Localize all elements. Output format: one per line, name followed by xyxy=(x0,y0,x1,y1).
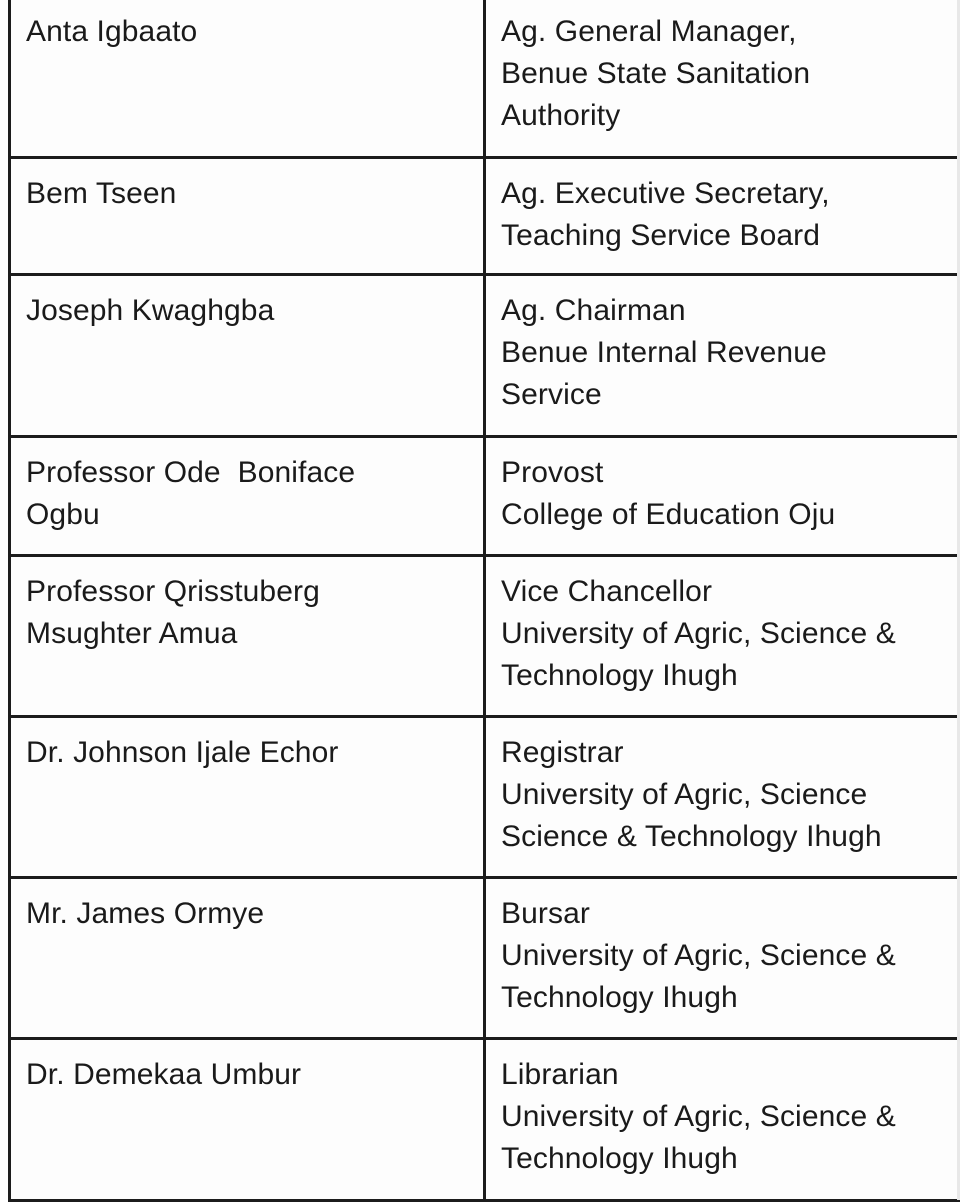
table-row xyxy=(10,717,960,878)
role-line: Provost xyxy=(501,456,604,489)
role-line: Vice Chancellor xyxy=(501,575,713,608)
role-line: Ag. Chairman xyxy=(501,294,686,327)
role-line: University of Agric, Science & xyxy=(501,617,896,650)
cell-text xyxy=(11,438,483,536)
role-line: Benue Internal Revenue xyxy=(501,336,827,369)
role-cell xyxy=(485,437,960,556)
role-line: University of Agric, Science & xyxy=(501,1100,896,1133)
name-line: Joseph Kwaghgba xyxy=(26,294,275,327)
role-line: University of Agric, Science & xyxy=(501,939,896,972)
role-line: Librarian xyxy=(501,1058,619,1091)
table-row xyxy=(10,158,960,275)
name-cell xyxy=(10,1039,485,1201)
role-line: Technology Ihugh xyxy=(501,659,738,692)
role-line: Service xyxy=(501,378,602,411)
role-cell xyxy=(485,717,960,878)
role-line: Registrar xyxy=(501,736,624,769)
name-cell xyxy=(10,556,485,717)
role-line: Teaching Service Board xyxy=(501,219,821,252)
role-line: College of Education Oju xyxy=(501,498,836,531)
role-line: Authority xyxy=(501,99,621,132)
table-body xyxy=(10,0,960,1201)
name-line: Professor Ode Boniface xyxy=(26,456,356,489)
role-line: University of Agric, Science xyxy=(501,778,868,811)
role-cell xyxy=(485,0,960,158)
name-line: Anta Igbaato xyxy=(26,15,198,48)
cell-text xyxy=(486,1040,958,1180)
cell-text xyxy=(11,159,483,215)
table-row xyxy=(10,437,960,556)
role-line: Ag. General Manager, xyxy=(501,15,797,48)
table-row xyxy=(10,275,960,437)
cell-text xyxy=(486,276,958,416)
cell-text xyxy=(11,879,483,935)
name-line: Professor Qrisstuberg xyxy=(26,575,320,608)
role-cell xyxy=(485,556,960,717)
role-line: Benue State Sanitation xyxy=(501,57,811,90)
table-row xyxy=(10,0,960,158)
cell-text xyxy=(11,557,483,655)
name-line: Dr. Demekaa Umbur xyxy=(26,1058,302,1091)
appointments-table xyxy=(8,0,960,1202)
cell-text xyxy=(11,1040,483,1096)
role-line: Ag. Executive Secretary, xyxy=(501,177,830,210)
table-row xyxy=(10,1039,960,1201)
cell-text xyxy=(486,557,958,697)
name-cell xyxy=(10,878,485,1039)
name-line: Ogbu xyxy=(26,498,100,531)
cell-text xyxy=(11,276,483,332)
role-cell xyxy=(485,878,960,1039)
table-row xyxy=(10,556,960,717)
name-cell xyxy=(10,717,485,878)
cell-text xyxy=(11,0,483,53)
cell-text xyxy=(11,718,483,774)
role-line: Science & Technology Ihugh xyxy=(501,820,882,853)
table-row xyxy=(10,878,960,1039)
name-line: Mr. James Ormye xyxy=(26,897,265,930)
name-cell xyxy=(10,0,485,158)
name-cell xyxy=(10,275,485,437)
role-cell xyxy=(485,1039,960,1201)
role-cell xyxy=(485,275,960,437)
cell-text xyxy=(486,159,958,257)
cell-text xyxy=(486,718,958,858)
cell-text xyxy=(486,438,958,536)
name-cell xyxy=(10,437,485,556)
role-line: Technology Ihugh xyxy=(501,1142,738,1175)
name-line: Bem Tseen xyxy=(26,177,177,210)
role-line: Technology Ihugh xyxy=(501,981,738,1014)
role-cell xyxy=(485,158,960,275)
cell-text xyxy=(486,879,958,1019)
role-line: Bursar xyxy=(501,897,590,930)
name-line: Dr. Johnson Ijale Echor xyxy=(26,736,339,769)
name-line: Msughter Amua xyxy=(26,617,238,650)
name-cell xyxy=(10,158,485,275)
cell-text xyxy=(486,0,958,137)
